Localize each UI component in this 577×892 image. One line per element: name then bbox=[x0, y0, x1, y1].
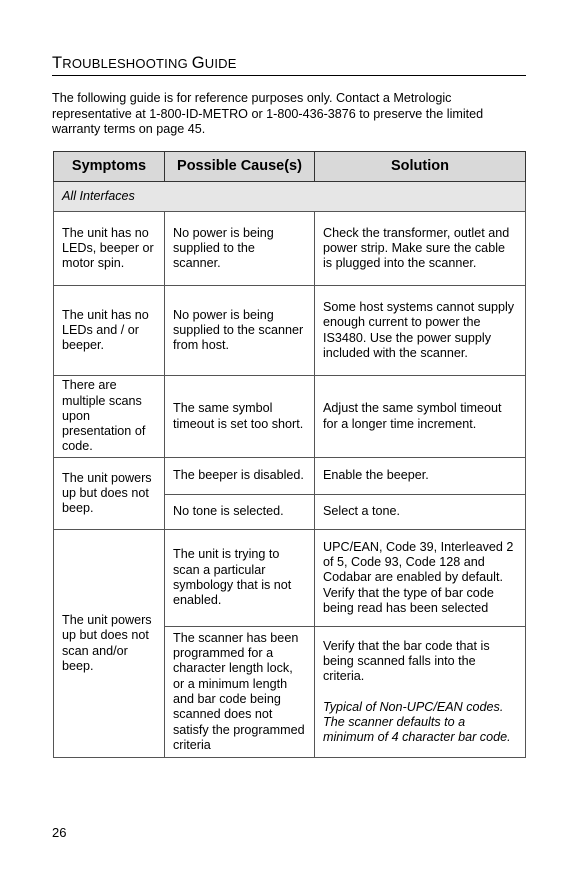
page-title: TROUBLESHOOTING GUIDE bbox=[52, 54, 526, 76]
table-header-row bbox=[54, 152, 526, 182]
table-row bbox=[54, 286, 526, 376]
symptom-cell: The unit powers up but does not beep. bbox=[54, 458, 165, 530]
intro-paragraph: The following guide is for reference purposes only. Contact a Metrologic representative at 1-800-ID-METRO or 1-800-436-3876 to preserve the limited warranty terms on page 45. bbox=[52, 91, 484, 136]
symptom-cell: There are multiple scans upon presentation of code. bbox=[54, 376, 165, 458]
table-row bbox=[54, 458, 526, 495]
solution-text: Verify that the bar code that is being scanned falls into the criteria. bbox=[323, 638, 490, 684]
solution-note: Typical of Non-UPC/EAN codes. The scanner defaults to a minimum of 4 character bar code. bbox=[323, 699, 511, 745]
header-solution: Solution bbox=[315, 152, 526, 182]
cause-cell: No power is being supplied to the scanner. bbox=[165, 212, 315, 286]
symptom-cell: The unit has no LEDs, beeper or motor spin. bbox=[54, 212, 165, 286]
cause-cell: The unit is trying to scan a particular symbology that is not enabled. bbox=[165, 530, 315, 627]
solution-cell: Check the transformer, outlet and power strip. Make sure the cable is plugged into the scanner. bbox=[315, 212, 526, 286]
cause-cell: The beeper is disabled. bbox=[165, 458, 315, 495]
solution-cell: UPC/EAN, Code 39, Interleaved 2 of 5, Code 93, Code 128 and Codabar are enabled by default. Verify that the type of bar code being read has been selected bbox=[315, 530, 526, 627]
header-symptoms: Symptoms bbox=[54, 152, 165, 182]
table-row bbox=[54, 376, 526, 458]
cause-cell: No power is being supplied to the scanner from host. bbox=[165, 286, 315, 376]
solution-cell: Some host systems cannot supply enough current to power the IS3480. Use the power supply included with the scanner. bbox=[315, 286, 526, 376]
cause-cell: No tone is selected. bbox=[165, 495, 315, 530]
table-row bbox=[54, 212, 526, 286]
cause-cell: The scanner has been programmed for a character length lock, or a minimum length and bar code being scanned does not satisfy the programmed criteria bbox=[165, 627, 315, 758]
symptom-cell: The unit has no LEDs and / or beeper. bbox=[54, 286, 165, 376]
symptom-cell: The unit powers up but does not scan and/or beep. bbox=[54, 530, 165, 758]
solution-cell: Enable the beeper. bbox=[315, 458, 526, 495]
table-row bbox=[54, 530, 526, 627]
troubleshooting-table bbox=[53, 151, 526, 758]
cause-cell: The same symbol timeout is set too short. bbox=[165, 376, 315, 458]
page-number: 26 bbox=[52, 825, 67, 840]
solution-cell: Select a tone. bbox=[315, 495, 526, 530]
header-possible-causes: Possible Cause(s) bbox=[165, 152, 315, 182]
section-row bbox=[54, 182, 526, 212]
solution-cell bbox=[315, 627, 526, 758]
solution-cell: Adjust the same symbol timeout for a longer time increment. bbox=[315, 376, 526, 458]
section-label: All Interfaces bbox=[54, 182, 526, 212]
